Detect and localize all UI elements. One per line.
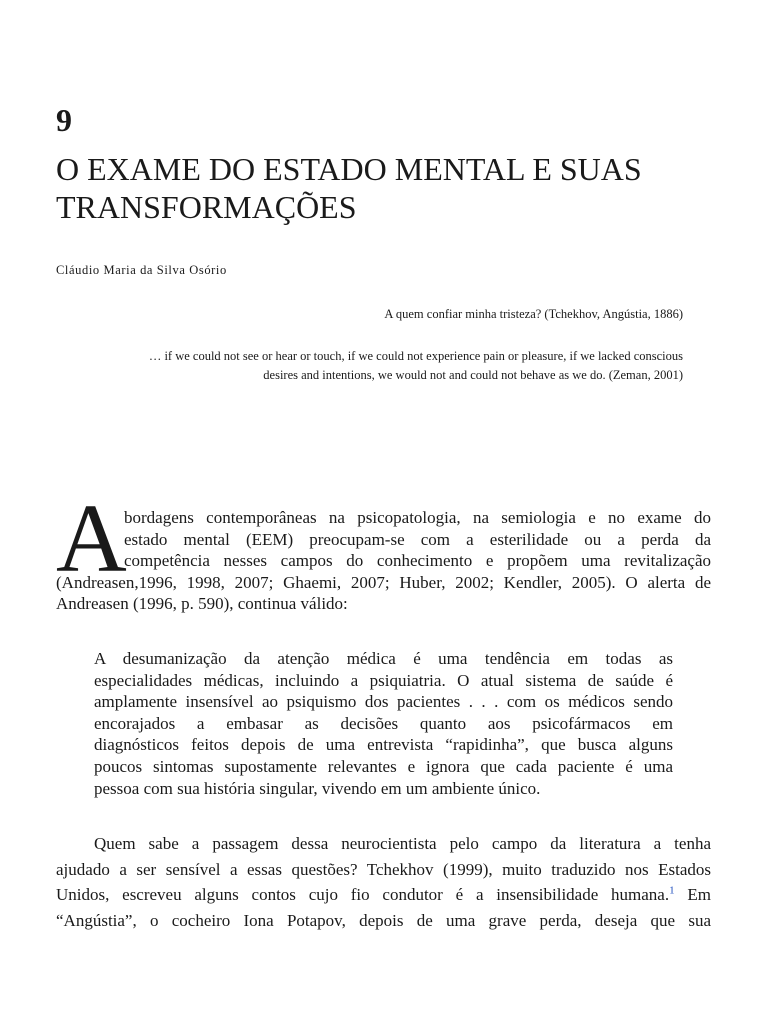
chapter-title-line: O EXAME DO ESTADO MENTAL E SUAS bbox=[56, 151, 642, 187]
second-paragraph bbox=[56, 831, 711, 933]
quote-line: pessoa com sua história singular, vivendo em um ambiente único. bbox=[94, 778, 541, 798]
quote-line: especialidades médicas, incluindo a psiquiatria. O atual sistema de saúde é bbox=[94, 670, 673, 690]
quote-line: A desumanização da atenção médica é uma tendência em todas as bbox=[94, 649, 673, 668]
chapter-number: 9 bbox=[56, 102, 72, 138]
epigraph-line: … if we could not see or hear or touch, if we could not experience pain or pleasure, if we lacked conscious bbox=[148, 349, 683, 363]
chapter-author: Cláudio Maria da Silva Osório bbox=[56, 263, 227, 277]
opening-paragraph bbox=[56, 507, 711, 615]
epigraph-line: A quem confiar minha tristeza? (Tchekhov, Angústia, 1886) bbox=[384, 307, 683, 321]
epigraph-zeman bbox=[43, 347, 683, 385]
paragraph-line-text: Unidos, escreveu alguns contos cujo fio condutor é a insensibilidade humana. bbox=[56, 885, 670, 904]
paragraph-line bbox=[56, 882, 711, 908]
paragraph-line: “Angústia”, o cocheiro Iona Potapov, depois de uma grave perda, deseja que sua bbox=[56, 910, 711, 930]
paragraph-line: Andreasen (1996, p. 590), continua válido: bbox=[56, 594, 348, 614]
drop-cap-letter: A bbox=[56, 485, 127, 593]
paragraph-line-text: Em bbox=[687, 885, 711, 904]
quote-line: diagnósticos feitos depois de uma entrevista “rapidinha”, que busca alguns bbox=[94, 735, 673, 755]
epigraph-line: desires and intentions, we would not and could not behave as we do. (Zeman, 2001) bbox=[263, 368, 683, 382]
paragraph-line: estado mental (EEM) preocupam-se com a esterilidade ou a perda da bbox=[124, 529, 711, 549]
paragraph-line: competência nesses campos do conhecimento e propõem uma revitalização bbox=[124, 551, 711, 571]
quote-line: amplamente insensível ao psiquismo dos pacientes . . . com os médicos sendo bbox=[94, 692, 673, 712]
block-quote-andreasen bbox=[94, 648, 673, 799]
chapter-title bbox=[56, 150, 736, 226]
paragraph-line: bordagens contemporâneas na psicopatologia, na semiologia e no exame do bbox=[124, 508, 711, 527]
quote-line: encorajados a embasar as decisões quanto aos psicofármacos em bbox=[94, 713, 673, 733]
epigraph-tchekhov bbox=[43, 305, 683, 324]
paragraph-line: (Andreasen,1996, 1998, 2007; Ghaemi, 2007; Huber, 2002; Kendler, 2005). O alerta de bbox=[56, 572, 711, 592]
paragraph-line: ajudado a ser sensível a essas questões? Tchekhov (1999), muito traduzido nos Estados bbox=[56, 859, 711, 879]
footnote-reference-link[interactable]: 1 bbox=[669, 884, 675, 897]
chapter-title-line: TRANSFORMAÇÕES bbox=[56, 189, 357, 225]
paragraph-line: Quem sabe a passagem dessa neurocientista pelo campo da literatura a tenha bbox=[94, 834, 711, 853]
quote-line: poucos sintomas supostamente relevantes e ignora que cada paciente é uma bbox=[94, 756, 673, 776]
